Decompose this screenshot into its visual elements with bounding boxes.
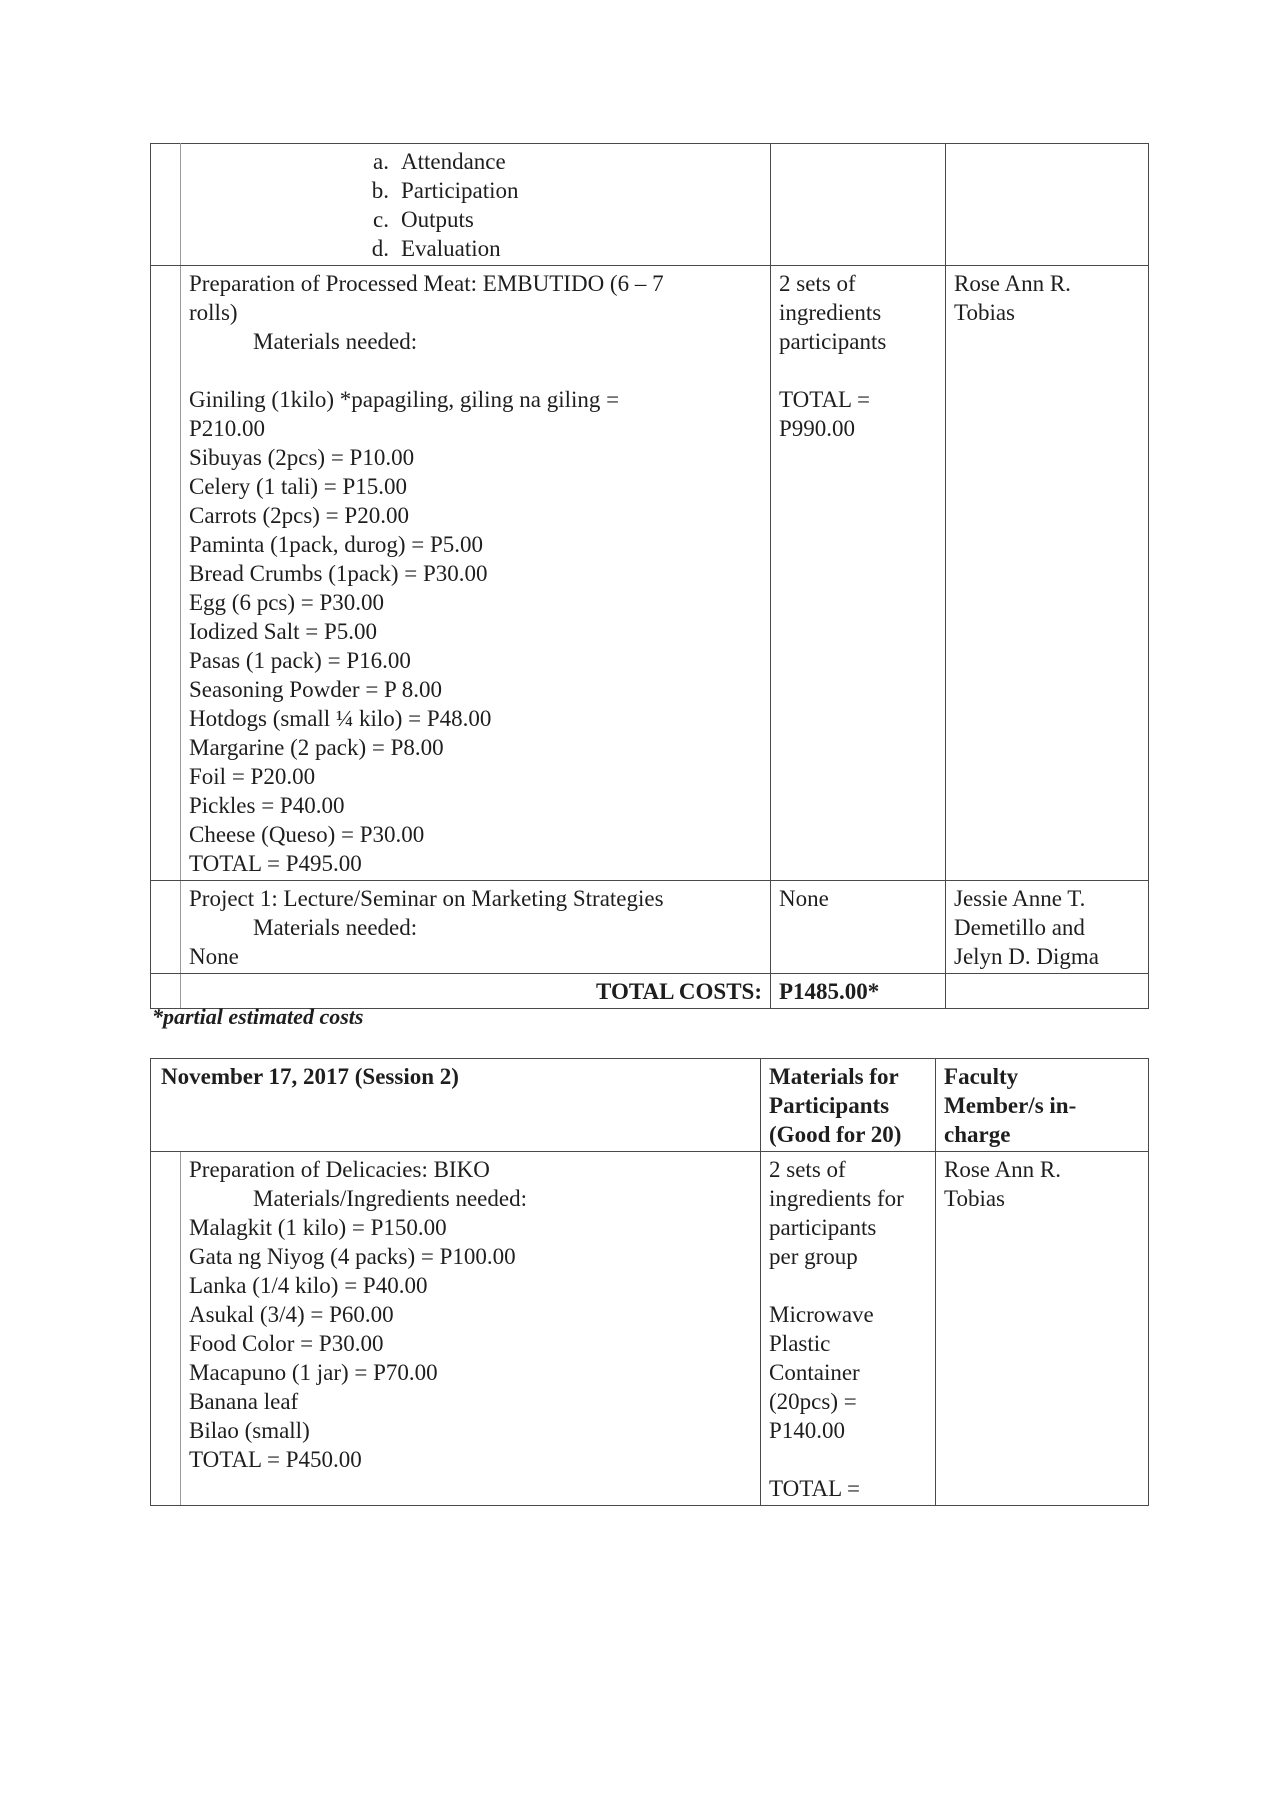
container-text: P140.00: [769, 1418, 846, 1443]
materials-label: Materials needed:: [253, 915, 418, 940]
total-costs-value: P1485.00*: [771, 974, 946, 1009]
participants-text: participants: [779, 329, 887, 354]
project1-participants-cell: [771, 881, 946, 974]
ingredient-line: Cheese (Queso) = P30.00: [189, 822, 425, 847]
participants-text: per group: [769, 1244, 858, 1269]
ingredient-line: Pickles = P40.00: [189, 793, 345, 818]
ingredient-line: Food Color = P30.00: [189, 1331, 384, 1356]
ingredient-line: Celery (1 tali) = P15.00: [189, 474, 408, 499]
criteria-item: b. Participation: [371, 178, 519, 203]
materials-header: Materials for Participants (Good for 20): [761, 1059, 936, 1152]
row-margin-cell: [151, 1152, 181, 1506]
session-date-header: November 17, 2017 (Session 2): [151, 1059, 761, 1152]
ingredient-line: Sibuyas (2pcs) = P10.00: [189, 445, 415, 470]
materials-label: Materials needed:: [253, 329, 418, 354]
container-text: Plastic: [769, 1331, 831, 1356]
participants-text: ingredients for: [769, 1186, 904, 1211]
participants-text: None: [779, 886, 829, 911]
ingredient-line: Asukal (3/4) = P60.00: [189, 1302, 394, 1327]
ingredient-line: Banana leaf: [189, 1389, 299, 1414]
biko-activity-cell: [181, 1152, 761, 1506]
project1-faculty-cell: [946, 881, 1149, 974]
activity-title: rolls): [189, 300, 238, 325]
activity-title: Preparation of Delicacies: BIKO: [189, 1157, 490, 1182]
ingredient-line: Margarine (2 pack) = P8.00: [189, 735, 444, 760]
ingredient-line: Lanka (1/4 kilo) = P40.00: [189, 1273, 428, 1298]
biko-participants-cell: [761, 1152, 936, 1506]
ingredient-line: Giniling (1kilo) *papagiling, giling na giling =: [189, 387, 620, 412]
participants-text: participants: [769, 1215, 877, 1240]
criteria-list: [189, 147, 762, 263]
biko-row: [151, 1152, 1149, 1506]
criteria-row: [151, 144, 1149, 266]
ingredient-line: Seasoning Powder = P 8.00: [189, 677, 442, 702]
faculty-name: Jelyn D. Digma: [954, 944, 1100, 969]
ingredient-line: Malagkit (1 kilo) = P150.00: [189, 1215, 447, 1240]
faculty-name: Jessie Anne T.: [954, 886, 1086, 911]
budget-table-session-1: [150, 143, 1149, 1009]
activity-title: Project 1: Lecture/Seminar on Marketing Strategies: [189, 886, 664, 911]
empty-cell: [946, 974, 1149, 1009]
ingredient-line: Bilao (small): [189, 1418, 310, 1443]
activity-title: Preparation of Processed Meat: EMBUTIDO (6 – 7: [189, 271, 664, 296]
row-margin-cell: [151, 881, 181, 974]
faculty-name: Tobias: [944, 1186, 1006, 1211]
faculty-name: Demetillo and: [954, 915, 1085, 940]
budget-table-session-2: [150, 1058, 1149, 1506]
container-text: (20pcs) =: [769, 1389, 857, 1414]
ingredient-line: Gata ng Niyog (4 packs) = P100.00: [189, 1244, 516, 1269]
row-margin-cell: [151, 266, 181, 881]
participants-total: P990.00: [779, 416, 856, 441]
ingredient-total: TOTAL = P495.00: [189, 851, 362, 876]
criteria-item: d. Evaluation: [371, 236, 501, 261]
ingredient-line: Hotdogs (small ¼ kilo) = P48.00: [189, 706, 492, 731]
ingredient-line: P210.00: [189, 416, 266, 441]
participants-total: TOTAL =: [769, 1476, 860, 1501]
participants-text: 2 sets of: [779, 271, 856, 296]
materials-label: Materials/Ingredients needed:: [253, 1186, 527, 1211]
ingredient-line: Macapuno (1 jar) = P70.00: [189, 1360, 438, 1385]
partial-costs-note: *partial estimated costs: [152, 1004, 364, 1029]
project1-activity-cell: [181, 881, 771, 974]
embutido-row: [151, 266, 1149, 881]
container-text: Microwave: [769, 1302, 874, 1327]
ingredient-line: Carrots (2pcs) = P20.00: [189, 503, 409, 528]
faculty-name: Rose Ann R.: [954, 271, 1071, 296]
faculty-name: Tobias: [954, 300, 1015, 325]
container-text: Container: [769, 1360, 860, 1385]
biko-faculty-cell: [936, 1152, 1149, 1506]
materials-value: None: [189, 944, 239, 969]
faculty-name: Rose Ann R.: [944, 1157, 1061, 1182]
criteria-cell: [181, 144, 771, 266]
ingredient-line: Foil = P20.00: [189, 764, 316, 789]
ingredient-line: Paminta (1pack, durog) = P5.00: [189, 532, 484, 557]
empty-cell: [771, 144, 946, 266]
empty-cell: [946, 144, 1149, 266]
session-header-row: [151, 1059, 1149, 1152]
ingredient-line: Bread Crumbs (1pack) = P30.00: [189, 561, 488, 586]
ingredient-total: TOTAL = P450.00: [189, 1447, 362, 1472]
total-costs-label: TOTAL COSTS:: [181, 974, 771, 1009]
ingredient-line: Iodized Salt = P5.00: [189, 619, 378, 644]
embutido-activity-cell: [181, 266, 771, 881]
row-margin-cell: [151, 144, 181, 266]
faculty-header: Faculty Member/s in- charge: [936, 1059, 1149, 1152]
participants-text: ingredients: [779, 300, 882, 325]
ingredient-line: Egg (6 pcs) = P30.00: [189, 590, 385, 615]
ingredient-line: Pasas (1 pack) = P16.00: [189, 648, 411, 673]
embutido-faculty-cell: [946, 266, 1149, 881]
participants-text: 2 sets of: [769, 1157, 846, 1182]
criteria-item: c. Outputs: [373, 207, 474, 232]
embutido-participants-cell: [771, 266, 946, 881]
project1-row: [151, 881, 1149, 974]
criteria-item: a. Attendance: [373, 149, 506, 174]
participants-total: TOTAL =: [779, 387, 870, 412]
